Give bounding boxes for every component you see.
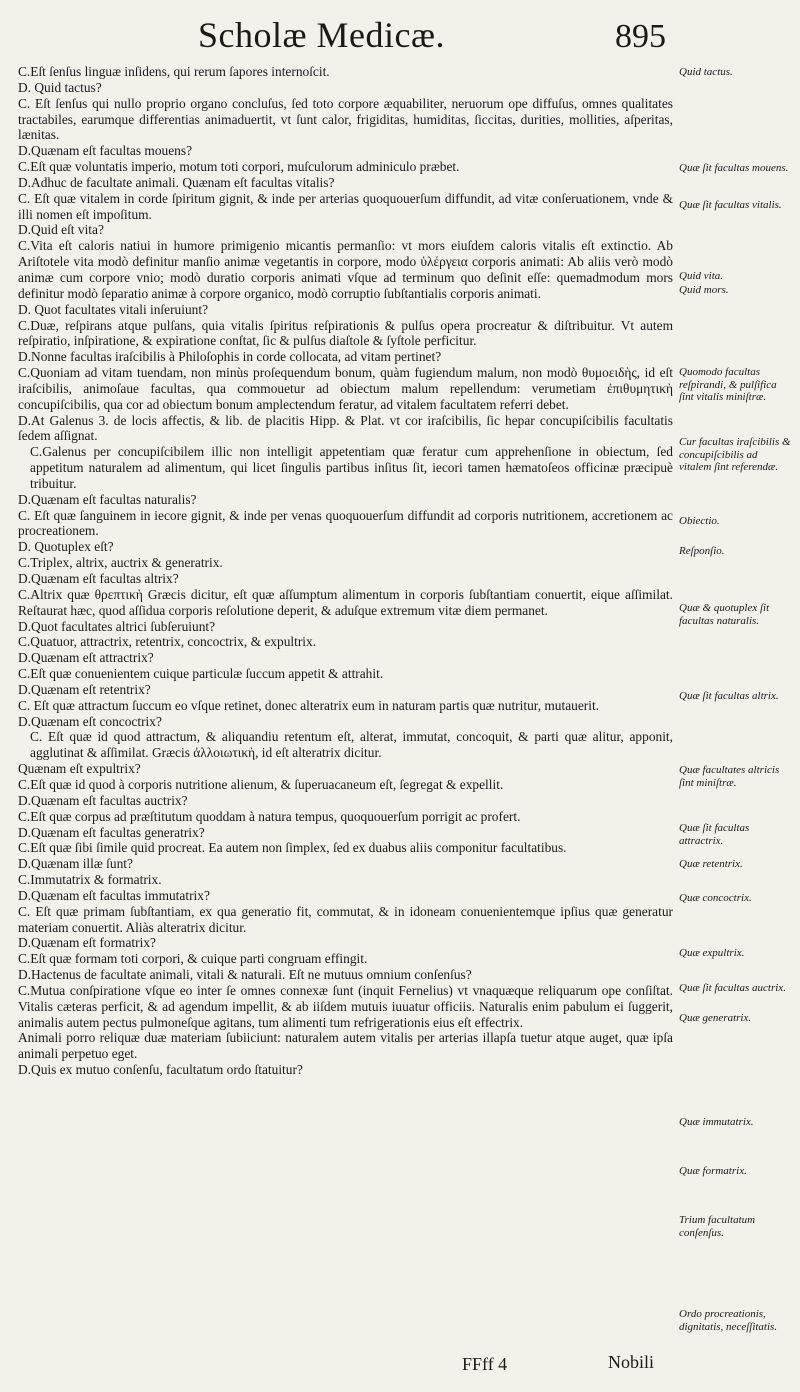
text-line: C.Eſt quæ corpus ad præſtitutum quoddam à natura tempus, quoquouerſum porrigit ac profert. — [18, 808, 521, 824]
signature-mark: FFff 4 — [462, 1354, 508, 1374]
text-line: D.Quænam eſt facultas auctrix? — [18, 792, 188, 808]
margin-note: Quæ retentrix. — [679, 858, 743, 870]
text-line: D. Quid tactus? — [18, 79, 102, 95]
catchword: Nobili — [608, 1352, 655, 1372]
margin-note: Quæ generatrix. — [679, 1012, 752, 1024]
text-line: D.Quænam eſt facultas immutatrix? — [18, 887, 210, 903]
margin-note: Obiectio. — [679, 515, 720, 527]
margin-note: Quæ expultrix. — [679, 947, 745, 959]
margin-note: Quæ ſit facultas mouens. — [679, 162, 789, 174]
text-line: D.Quænam eſt facultas mouens? — [18, 143, 193, 159]
page-number: 895 — [615, 18, 666, 55]
text-line: C.Duæ, reſpirans atque pulſans, quia vitalis ſpiritus reſpirationis & pulſus opera procreatur & diſtribuitur. Vt autem reſpiratio, inſpiratione, & expiratione conſtat, ſic & pulſus diaſtole & ſyſtole perficitur. — [18, 317, 673, 349]
margin-note: Quæ concoctrix. — [679, 892, 752, 904]
text-line: C.Eſt quæ conuenientem cuique particulæ ſuccum appetit & attrahit. — [18, 666, 384, 682]
text-line: D.Quænam eſt concoctrix? — [18, 713, 162, 729]
text-line: Quænam eſt expultrix? — [18, 761, 141, 777]
text-line: D.Adhuc de facultate animali. Quænam eſt facultas vitalis? — [18, 174, 335, 190]
text-line: C. Eſt quæ id quod attractum, & aliquandiu retentum eſt, alterat, immutat, concoquit, & parti quæ alitur, apponit, agglutinat & aſſimilat. Græcis ἀλλοιωτικὴ, id eſt alteratrix dicitur. — [30, 729, 673, 761]
margin-note: Quæ facultates altricis ſint miniſtræ. — [679, 764, 780, 789]
text-line: C.Immutatrix & formatrix. — [18, 872, 162, 888]
margin-note: Quæ formatrix. — [679, 1165, 747, 1177]
text-line: D. Quotuplex eſt? — [18, 539, 114, 555]
text-line: C.Quoniam ad vitam tuendam, non minùs proſequendum bonum, quàm fugiendum malum, non modò θυμοειδὴς, id eſt iraſcibilis, animoſaue facultas, qua commouetur ad obiectum malum repellendum: verumetiam ἐπιθυμητικὴ concupiſcibilis, qua cor ad obiectum bonum amplectendum feratur, ad vitalem facultatem referri debet. — [18, 365, 673, 412]
text-line: D. Quot facultates vitali inſeruiunt? — [18, 301, 209, 317]
text-line: C.Eſt quæ voluntatis imperio, motum toti corpori, muſculorum adminiculo præbet. — [18, 159, 460, 175]
running-head-title: Scholæ Medicæ. — [198, 15, 445, 55]
text-line: C.Eſt ſenſus linguæ inſidens, qui rerum ſapores internoſcit. — [18, 64, 330, 79]
margin-note: Quæ & quotuplex ſit facultas naturalis. — [679, 602, 770, 627]
text-line: Animali porro reliquæ duæ materiam ſubiiciunt: naturalem autem vitalis per arterias illapſa tuetur atque auget, quæ ipſa animali perpetuo eget. — [18, 1030, 673, 1062]
text-line: C. Eſt quæ primam ſubſtantiam, ex qua generatio fit, commutat, & in idoneam conuenientemque ipſius quæ generatur materiam conuertit. Aliàs alteratrix dicitur. — [18, 903, 673, 935]
margin-note: Quæ ſit facultas altrix. — [679, 690, 779, 702]
text-line: C.Eſt quæ id quod à corporis nutritione alienum, & ſuperuacaneum eſt, ſegregat & expellit. — [18, 776, 504, 792]
text-line: D.Quænam eſt formatrix? — [18, 935, 156, 951]
margin-note: Quæ ſit facultas attractrix. — [679, 822, 750, 847]
text-line: C. Eſt quæ vitalem in corde ſpiritum gignit, & inde per arterias quoquouerſum diffundit, ad vitæ conſeruationem, vnde & illi nomen eſt impoſitum. — [18, 190, 673, 222]
text-line: D.Quænam eſt facultas altrix? — [18, 571, 179, 586]
margin-note: Reſponſio. — [679, 545, 725, 557]
text-line: C. Eſt quæ ſanguinem in iecore gignit, & inde per venas quoquouerſum diffundit ad corporis nutritionem, accretionem ac procreationem. — [18, 507, 673, 539]
text-line: D.Quænam eſt retentrix? — [18, 681, 151, 697]
margin-note: Quid tactus. — [679, 66, 733, 78]
text-line: D.Quænam eſt facultas generatrix? — [18, 824, 205, 840]
margin-note: Quid mors. — [679, 284, 729, 296]
margin-note: Trium facultatum conſenſus. — [679, 1214, 756, 1239]
text-line: C.Eſt quæ formam toti corpori, & cuique parti congruam effingit. — [18, 951, 368, 967]
text-line: C.Altrix quæ θρεπτικὴ Græcis dicitur, eſt quæ aſſumptum alimentum in corporis ſubſtantiam conuertit, eique aſſimilat. Reſtaurat hæc, quod aſſidua corporis reſolutione deperit, & aduſque extremum vitæ diem permanet. — [18, 586, 673, 618]
text-line: C. Eſt ſenſus qui nullo proprio organo concluſus, ſed toto corpore æquabiliter, neruorum ope diffuſus, omnes qualitates tractabiles, earumque differentias animaduertit, vt ſunt calor, frigiditas, humiditas, ſiccitas, durities, mollities, aſperitas, lænitas. — [18, 95, 673, 143]
text-line: C.Quatuor, attractrix, retentrix, concoctrix, & expultrix. — [18, 634, 317, 650]
text-line: C.Galenus per concupiſcibilem illic non intelligit appetentiam quæ feratur cum apprehenſione in obiectum, ſed appetitum naturalem ad alimentum, qui licet ſingulis partibus inſitus ſit, iecori tamen hæmatoſeos officinæ præcipuè tribuitur. — [30, 444, 673, 491]
margin-note: Quomodo facultas reſpirandi, & pulſifica ſint vitalis miniſtræ. — [679, 366, 777, 403]
text-line: D.Quænam eſt attractrix? — [18, 650, 154, 666]
text-line: D.Quænam illæ ſunt? — [18, 856, 133, 872]
text-line: C.Mutua conſpiratione vſque eo inter ſe omnes connexæ ſunt (inquit Fernelius) vt vnaquæque reliquarum ope conſiſtat. Vitalis cæteras perficit, & ad agendum impellit, & ab iiſdem mutuis iuuatur officiis. Naturalis enim pabulum ei ſuggerit, animalis autem pectus pulmoneſque agitans, tum alimenti tum refrigerationis eius eſt effectrix. — [18, 982, 673, 1030]
text-line: C. Eſt quæ attractum ſuccum eo vſque retinet, donec alteratrix eum in naturam partis quæ nutritur, mutauerit. — [18, 697, 600, 713]
text-line: D.Quænam eſt facultas naturalis? — [18, 491, 197, 507]
margin-note: Quid vita. — [679, 270, 723, 282]
margin-note: Quæ immutatrix. — [679, 1116, 754, 1128]
text-line: D.Hactenus de facultate animali, vitali & naturali. Eſt ne mutuus omnium conſenſus? — [18, 967, 472, 983]
margin-note: Cur facultas iraſcibilis & concupiſcibilis ad vitalem ſint referendæ. — [679, 436, 791, 473]
text-line: D.At Galenus 3. de locis affectis, & lib. de placitis Hipp. & Plat. vt cor iraſcibilis, ſic hepar concupiſcibilis facultatis ſedem aſſignat. — [18, 412, 673, 444]
margin-note: Quæ ſit facultas vitalis. — [679, 199, 782, 211]
margin-note: Quæ ſit facultas auctrix. — [679, 982, 786, 994]
text-line: D.Quot facultates altrici ſubſeruiunt? — [18, 618, 216, 634]
text-line: D.Quis ex mutuo conſenſu, facultatum ordo ſtatuitur? — [18, 1062, 303, 1078]
margin-note: Ordo procreationis, dignitatis, neceſſitatis. — [679, 1308, 778, 1333]
text-line: D.Quid eſt vita? — [18, 222, 104, 238]
text-line: C.Eſt quæ ſibi ſimile quid procreat. Ea autem non ſimplex, ſed ex duabus aliis componitur facultatibus. — [18, 840, 567, 856]
text-line: C.Vita eſt caloris natiui in humore primigenio micantis permanſio: vt mors eiuſdem caloris vitalis eſt extinctio. Ab Ariſtotele vita modò definitur manſio animæ vegetantis in corpore, modo ὑλέργεια corporis animati: Ab aliis verò modò animæ cum corpore vnio; modò duratio corporis animati vſque ad terminum quo deſinit eſſe: quemadmodum mors definitur modò ſeparatio animæ à corpore organico, modò corruptio ſubſtantialis corporis animati. — [18, 238, 673, 301]
text-line: D.Nonne facultas iraſcibilis à Philoſophis in corde collocata, ad vitam pertinet? — [18, 349, 442, 365]
text-line: C.Triplex, altrix, auctrix & generatrix. — [18, 555, 223, 571]
